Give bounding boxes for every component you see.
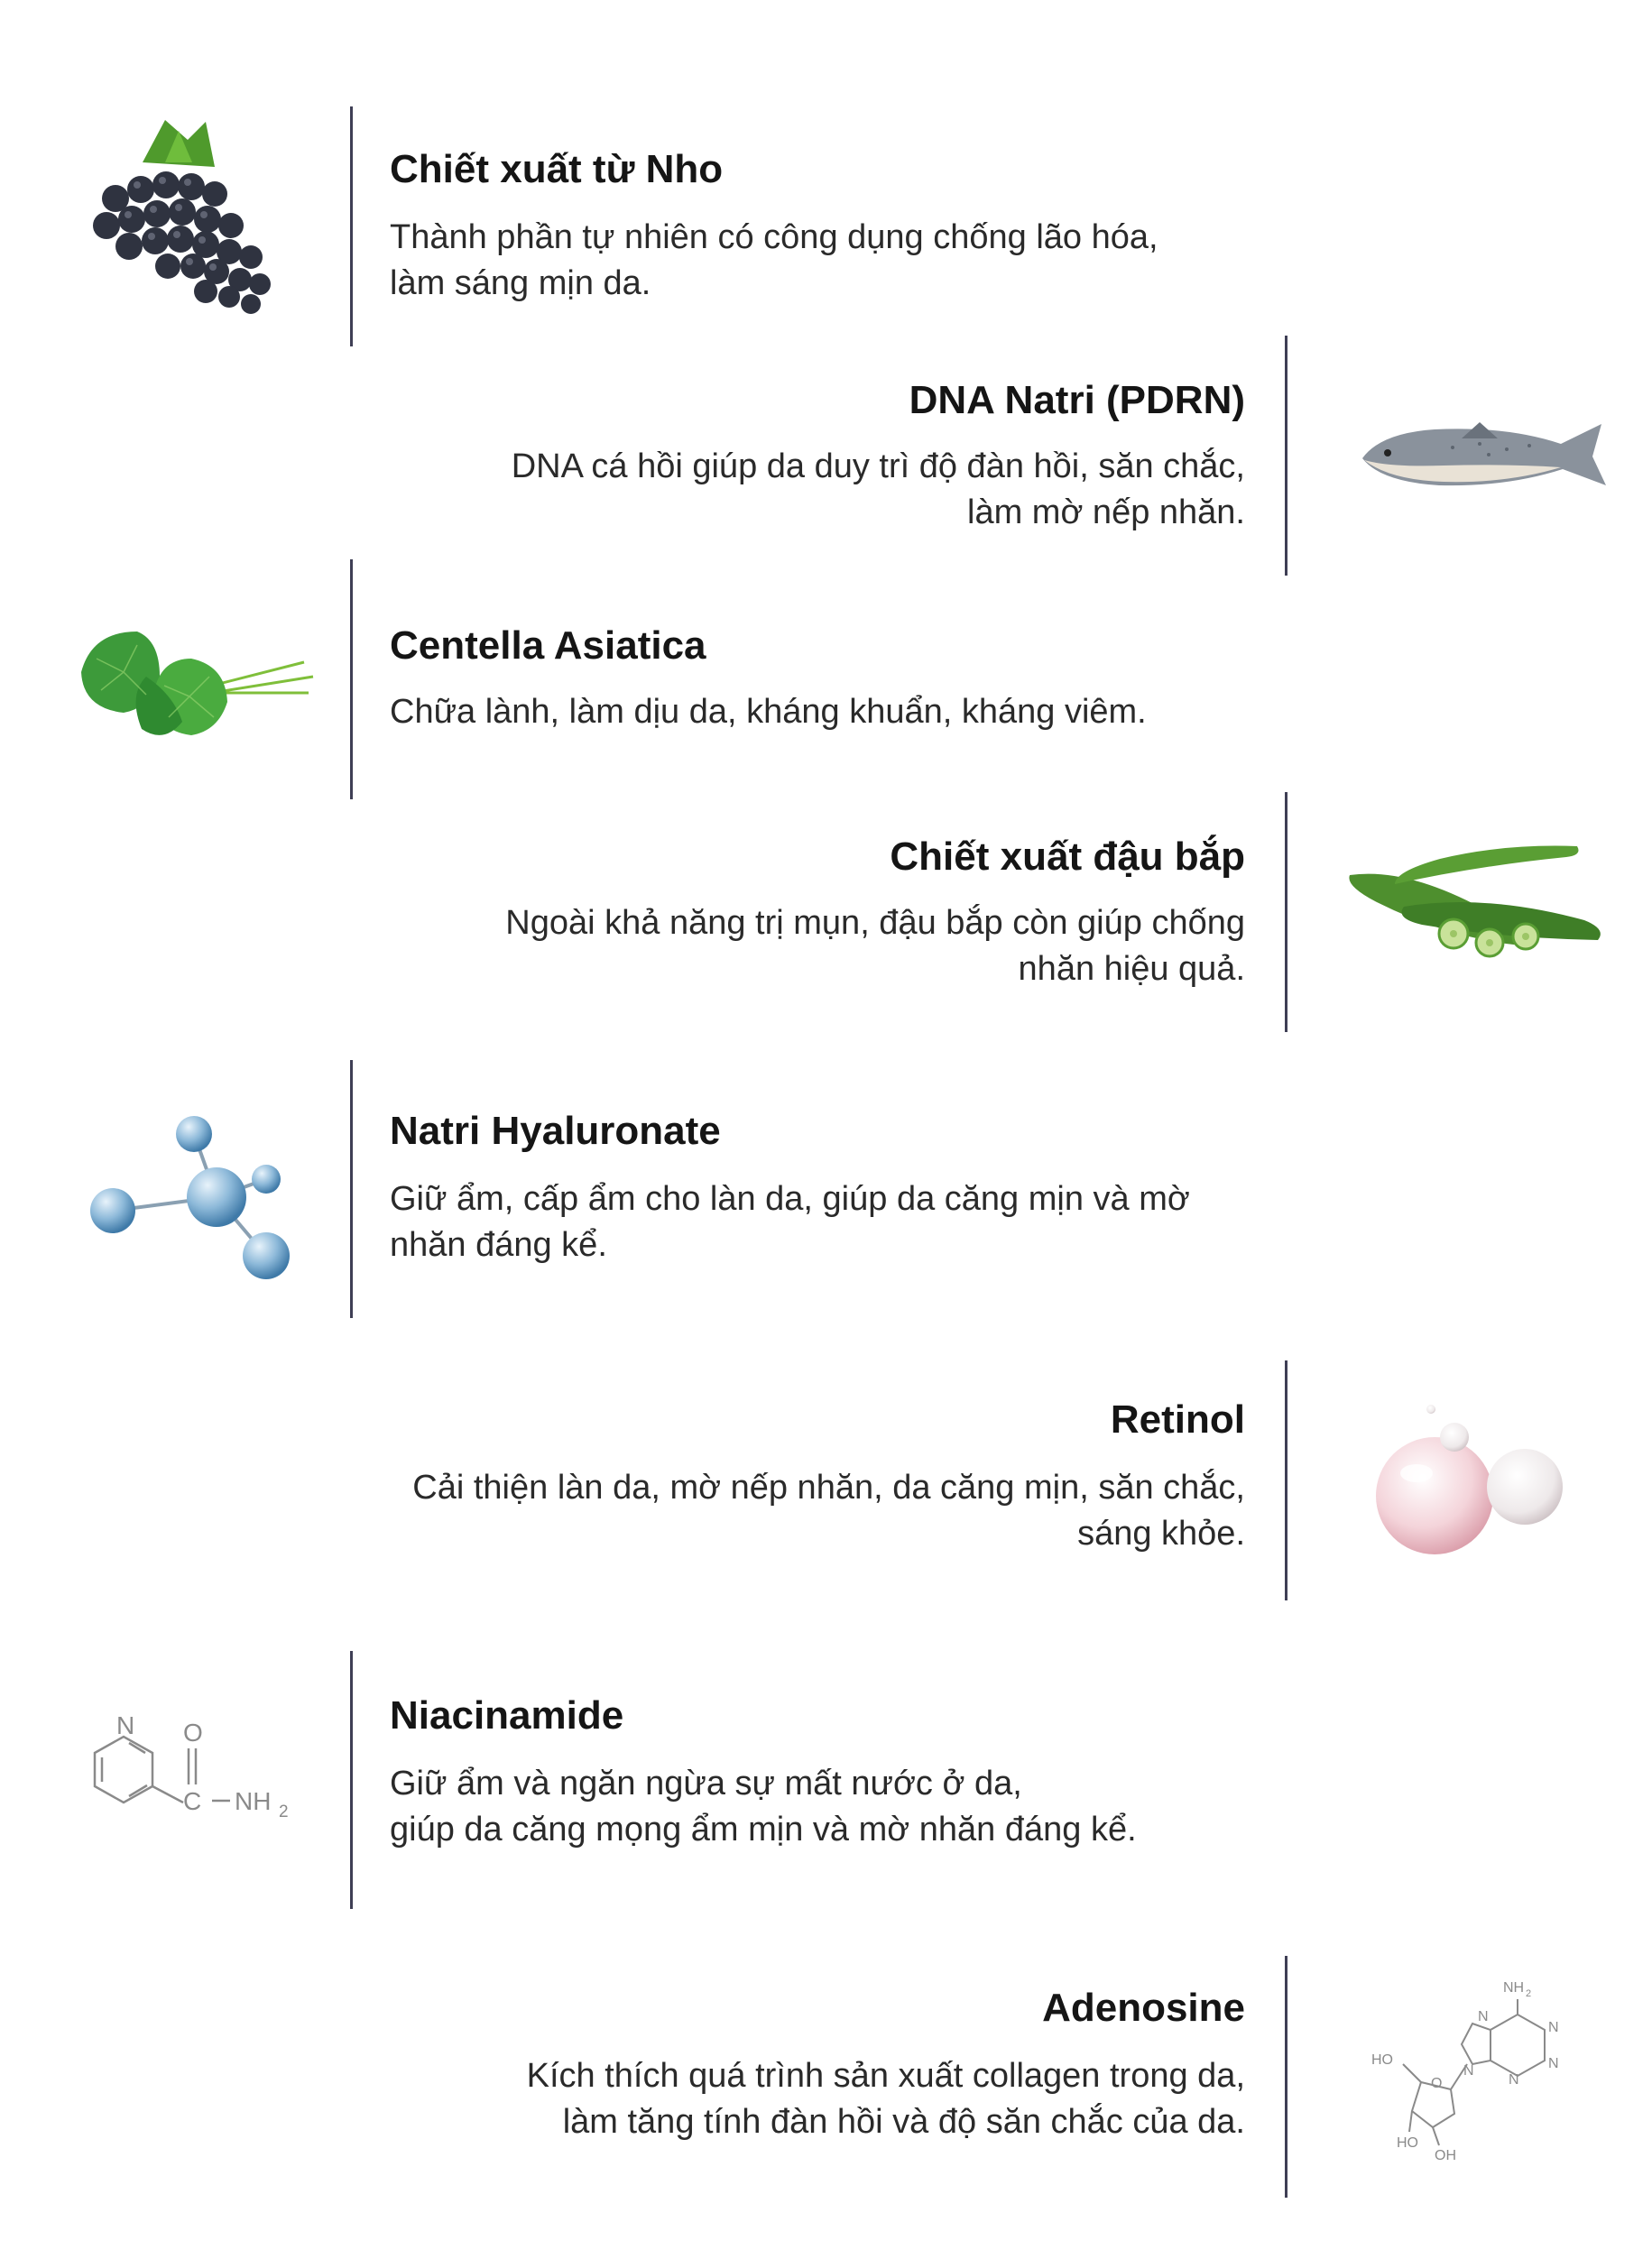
desc-line: nhăn đáng kể. bbox=[390, 1226, 607, 1264]
ingredient-title: Chiết xuất từ Nho bbox=[390, 147, 724, 191]
divider-line bbox=[1285, 336, 1287, 576]
bubble-droplet-icon bbox=[1353, 1397, 1570, 1559]
desc-line: Kích thích quá trình sản xuất collagen trong da, bbox=[526, 2057, 1245, 2095]
atom-nh2-sub: 2 bbox=[279, 1803, 289, 1821]
atom-n-label: N bbox=[1548, 2020, 1559, 2035]
ingredient-title: Natri Hyaluronate bbox=[390, 1109, 721, 1153]
desc-line: làm tăng tính đàn hồi và độ săn chắc của da. bbox=[562, 2103, 1245, 2141]
atom-n-label: N bbox=[1478, 2009, 1489, 2024]
ingredient-description bbox=[289, 1465, 1245, 1557]
ingredient-description bbox=[390, 689, 1274, 735]
divider-line bbox=[350, 106, 353, 346]
divider-line bbox=[350, 1651, 353, 1909]
ingredient-description bbox=[390, 1176, 1292, 1268]
ingredient-description bbox=[343, 444, 1245, 536]
centella-leaf-icon bbox=[74, 622, 318, 749]
adenosine-structure-icon bbox=[1353, 1974, 1597, 2163]
desc-line: Thành phần tự nhiên có công dụng chống lão hóa, bbox=[390, 218, 1158, 256]
desc-line: Giữ ẩm, cấp ẩm cho làn da, giúp da căng mịn và mờ bbox=[390, 1180, 1190, 1218]
desc-line: Cải thiện làn da, mờ nếp nhăn, da căng mịn, săn chắc, bbox=[412, 1469, 1245, 1507]
molecule-icon bbox=[86, 1111, 302, 1292]
divider-line bbox=[1285, 1956, 1287, 2198]
desc-line: Giữ ẩm và ngăn ngừa sự mất nước ở da, bbox=[390, 1765, 1022, 1803]
divider-line bbox=[1285, 1360, 1287, 1600]
ingredient-description bbox=[343, 2053, 1245, 2145]
atom-n-label: N bbox=[116, 1711, 135, 1739]
ingredient-title: DNA Natri (PDRN) bbox=[909, 378, 1245, 422]
divider-line bbox=[350, 1060, 353, 1318]
okra-icon bbox=[1341, 839, 1611, 970]
desc-line: DNA cá hồi giúp da duy trì độ đàn hồi, săn chắc, bbox=[511, 447, 1245, 485]
divider-line bbox=[1285, 792, 1287, 1032]
desc-line: Chữa lành, làm dịu da, kháng khuẩn, kháng viêm. bbox=[390, 693, 1147, 731]
atom-nh2-sub: 2 bbox=[1526, 1988, 1532, 1999]
ingredient-title: Centella Asiatica bbox=[390, 623, 706, 668]
atom-o-label: O bbox=[183, 1719, 203, 1747]
atom-c-label: C bbox=[183, 1787, 202, 1815]
ingredient-title: Chiết xuất đậu bắp bbox=[890, 834, 1245, 879]
niacinamide-structure-icon bbox=[86, 1703, 302, 1830]
desc-line: làm sáng mịn da. bbox=[390, 264, 651, 302]
atom-n-label: N bbox=[1509, 2072, 1519, 2088]
desc-line: nhăn hiệu quả. bbox=[1018, 950, 1245, 988]
grape-icon bbox=[79, 113, 287, 325]
desc-line: sáng khỏe. bbox=[1077, 1515, 1245, 1553]
atom-n-label: N bbox=[1463, 2063, 1474, 2079]
ingredient-description bbox=[390, 1761, 1292, 1853]
salmon-icon bbox=[1353, 413, 1610, 494]
divider-line bbox=[350, 559, 353, 799]
ingredient-description bbox=[390, 215, 1274, 307]
desc-line: giúp da căng mọng ẩm mịn và mờ nhăn đáng kể. bbox=[390, 1811, 1137, 1849]
atom-nh2-label: NH bbox=[1503, 1980, 1525, 1996]
atom-nh2-label: NH bbox=[235, 1787, 272, 1815]
ingredient-title: Niacinamide bbox=[390, 1693, 624, 1738]
ingredient-title: Retinol bbox=[1110, 1397, 1245, 1442]
atom-oh-label: OH bbox=[1435, 2148, 1456, 2163]
ingredient-title: Adenosine bbox=[1042, 1986, 1245, 2030]
atom-n-label: N bbox=[1548, 2056, 1559, 2071]
atom-ho-label: HO bbox=[1397, 2135, 1418, 2151]
ingredient-description bbox=[343, 900, 1245, 992]
atom-o-label: O bbox=[1431, 2076, 1443, 2091]
atom-ho-label: HO bbox=[1371, 2052, 1393, 2068]
desc-line: làm mờ nếp nhăn. bbox=[967, 493, 1245, 531]
desc-line: Ngoài khả năng trị mụn, đậu bắp còn giúp chống bbox=[505, 904, 1245, 942]
